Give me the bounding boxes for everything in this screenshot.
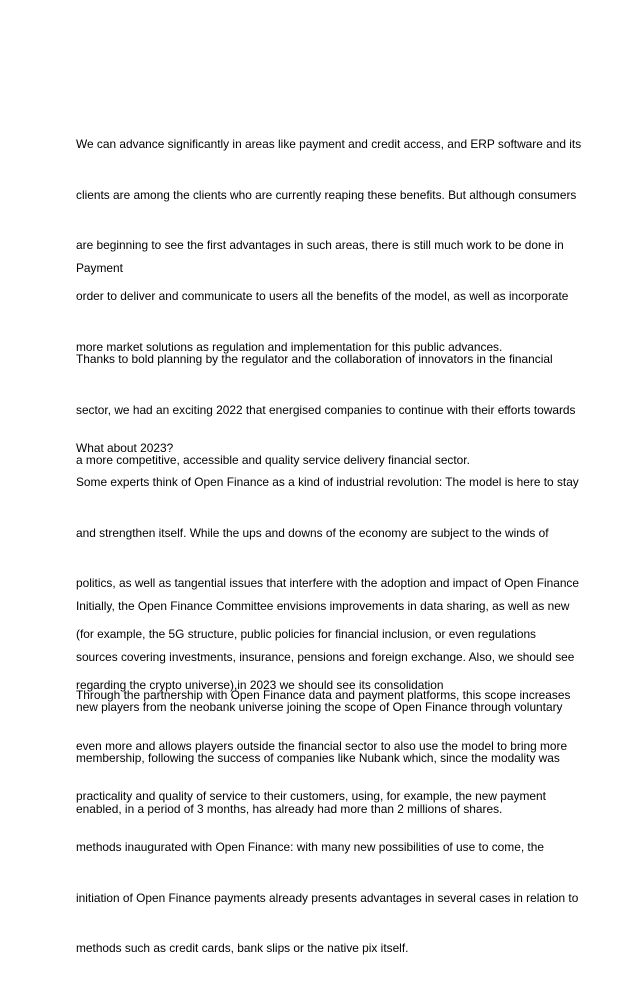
text-line: Thanks to bold planning by the regulator and the collaboration of innovators in the financial bbox=[76, 351, 553, 366]
text-line: enabled, in a period of 3 months, has already had more than 2 millions of shares. bbox=[76, 801, 503, 816]
text-line: (for example, the 5G structure, public policies for financial inclusion, or even regulations bbox=[76, 626, 537, 641]
text-line: Some experts think of Open Finance as a kind of industrial revolution: The model is here to stay bbox=[76, 474, 579, 489]
text-line: initiation of Open Finance payments already presents advantages in several cases in relation to bbox=[76, 890, 579, 905]
text-line: regarding the crypto universe),in 2023 we should see its consolidation bbox=[76, 677, 444, 692]
text-line: order to deliver and communicate to users all the benefits of the model, as well as incorporate bbox=[76, 288, 569, 303]
paragraph-partnership bbox=[76, 653, 578, 991]
text-line: membership, following the success of companies like Nubank which, since the modality was bbox=[76, 750, 560, 765]
text-line: methods inaugurated with Open Finance: with many new possibilities of use to come, the bbox=[76, 839, 544, 854]
text-line: sources covering investments, insurance, pensions and foreign exchange. Also, we should see bbox=[76, 649, 575, 664]
text-line: politics, as well as tangential issues that interfere with the adoption and impact of Open Finance bbox=[76, 576, 579, 591]
text-line: Payment bbox=[76, 260, 123, 275]
section-heading-payment bbox=[76, 226, 123, 311]
text-line: What about 2023? bbox=[76, 440, 174, 455]
text-line: practicality and quality of service to their customers, using, for example, the new payment bbox=[76, 789, 546, 804]
text-line: more market solutions as regulation and implementation for this public advances. bbox=[76, 339, 503, 354]
text-line: new players from the neobank universe joining the scope of Open Finance through voluntary bbox=[76, 700, 563, 715]
text-line: are beginning to see the first advantages in such areas, there is still much work to be done in bbox=[76, 238, 564, 253]
text-line: Initially, the Open Finance Committee envisions improvements in data sharing, as well as new bbox=[76, 598, 570, 613]
text-line: methods such as credit cards, bank slips or the native pix itself. bbox=[76, 941, 409, 956]
text-line: sector, we had an exciting 2022 that energised companies to continue with their efforts towards bbox=[76, 402, 576, 417]
text-line: and strengthen itself. While the ups and downs of the economy are subject to the winds of bbox=[76, 525, 549, 540]
text-line: a more competitive, accessible and quality service delivery financial sector. bbox=[76, 453, 470, 468]
text-line: even more and allows players outside the financial sector to also use the model to bring more bbox=[76, 738, 568, 753]
text-line: We can advance significantly in areas like payment and credit access, and ERP software and its bbox=[76, 136, 582, 151]
text-line: clients are among the clients who are currently reaping these benefits. But although consumers bbox=[76, 187, 577, 202]
text-line: Through the partnership with Open Finance data and payment platforms, this scope increases bbox=[76, 687, 571, 702]
